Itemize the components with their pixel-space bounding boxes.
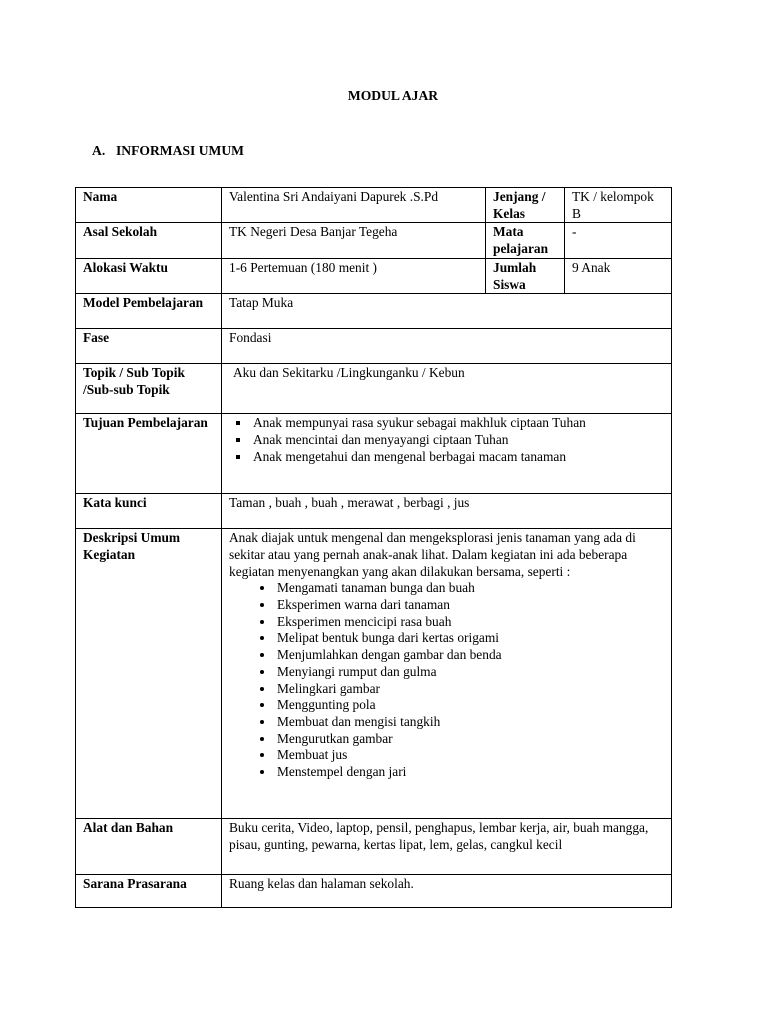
list-item: • Eksperimen warna dari tanaman	[275, 597, 666, 614]
table-row	[76, 329, 672, 364]
jenjang-value: TK / kelompok B	[565, 188, 672, 223]
list-item: • Menjumlahkan dengan gambar dan benda	[275, 647, 666, 664]
table-row	[76, 819, 672, 875]
table-row	[76, 294, 672, 329]
deskripsi-intro: Anak diajak untuk mengenal dan mengeksplorasi jenis tanaman yang ada di sekitar atau yang pernah anak-anak lihat. Dalam kegiatan ini ada beberapa kegiatan menyenangkan yang akan dilakukan bersama, seperti :	[229, 530, 636, 579]
nama-value: Valentina Sri Andaiyani Dapurek .S.Pd	[222, 188, 486, 223]
section-number: A.	[92, 143, 106, 158]
fase-label: Fase	[76, 329, 222, 364]
asal-sekolah-label: Asal Sekolah	[76, 223, 222, 258]
list-item: • Menggunting pola	[275, 697, 666, 714]
kata-kunci-label: Kata kunci	[76, 494, 222, 529]
table-row	[76, 529, 672, 819]
table-row	[76, 875, 672, 908]
section-heading	[92, 143, 244, 159]
deskripsi-label: Deskripsi Umum Kegiatan	[76, 529, 222, 819]
tujuan-list	[229, 415, 666, 465]
kegiatan-list	[229, 580, 666, 780]
list-item: • Eksperimen mencicipi rasa buah	[275, 614, 666, 631]
sarana-value: Ruang kelas dan halaman sekolah.	[222, 875, 672, 908]
alokasi-waktu-value: 1-6 Pertemuan (180 menit )	[222, 258, 486, 293]
asal-sekolah-value: TK Negeri Desa Banjar Tegeha	[222, 223, 486, 258]
list-item: • Membuat jus	[275, 747, 666, 764]
model-value: Tatap Muka	[222, 294, 672, 329]
list-item: • Membuat dan mengisi tangkih	[275, 714, 666, 731]
deskripsi-cell	[222, 529, 672, 819]
list-item: • Melipat bentuk bunga dari kertas origami	[275, 630, 666, 647]
table-row	[76, 414, 672, 494]
section-title: INFORMASI UMUM	[116, 143, 244, 158]
table-row	[76, 188, 672, 223]
table-row	[76, 364, 672, 414]
sarana-label: Sarana Prasarana	[76, 875, 222, 908]
jumlah-siswa-label: Jumlah Siswa	[486, 258, 565, 293]
fase-value: Fondasi	[222, 329, 672, 364]
model-label: Model Pembelajaran	[76, 294, 222, 329]
info-table	[75, 187, 672, 908]
alat-bahan-label: Alat dan Bahan	[76, 819, 222, 875]
list-item: ▪ Anak mempunyai rasa syukur sebagai makhluk ciptaan Tuhan	[251, 415, 666, 432]
list-item: ▪ Anak mencintai dan menyayangi ciptaan Tuhan	[251, 432, 666, 449]
nama-label: Nama	[76, 188, 222, 223]
table-row	[76, 258, 672, 293]
list-item: • Mengurutkan gambar	[275, 731, 666, 748]
jenjang-label: Jenjang / Kelas	[486, 188, 565, 223]
tujuan-label: Tujuan Pembelajaran	[76, 414, 222, 494]
list-item: • Melingkari gambar	[275, 681, 666, 698]
mata-pelajaran-label: Mata pelajaran	[486, 223, 565, 258]
document-title: MODUL AJAR	[347, 88, 439, 103]
kata-kunci-value: Taman , buah , buah , merawat , berbagi , jus	[222, 494, 672, 529]
tujuan-cell	[222, 414, 672, 494]
list-item: • Menyiangi rumput dan gulma	[275, 664, 666, 681]
list-item: • Mengamati tanaman bunga dan buah	[275, 580, 666, 597]
topik-label: Topik / Sub Topik /Sub-sub Topik	[76, 364, 222, 414]
table-row	[76, 494, 672, 529]
jumlah-siswa-value: 9 Anak	[565, 258, 672, 293]
list-item: • Menstempel dengan jari	[275, 764, 666, 781]
alokasi-waktu-label: Alokasi Waktu	[76, 258, 222, 293]
table-row	[76, 223, 672, 258]
alat-bahan-value: Buku cerita, Video, laptop, pensil, penghapus, lembar kerja, air, buah mangga, pisau, gunting, pewarna, kertas lipat, lem, gelas, cangkul kecil	[222, 819, 672, 875]
mata-pelajaran-value: -	[565, 223, 672, 258]
topik-value: Aku dan Sekitarku /Lingkunganku / Kebun	[222, 364, 672, 414]
list-item: ▪ Anak mengetahui dan mengenal berbagai macam tanaman	[251, 449, 666, 466]
